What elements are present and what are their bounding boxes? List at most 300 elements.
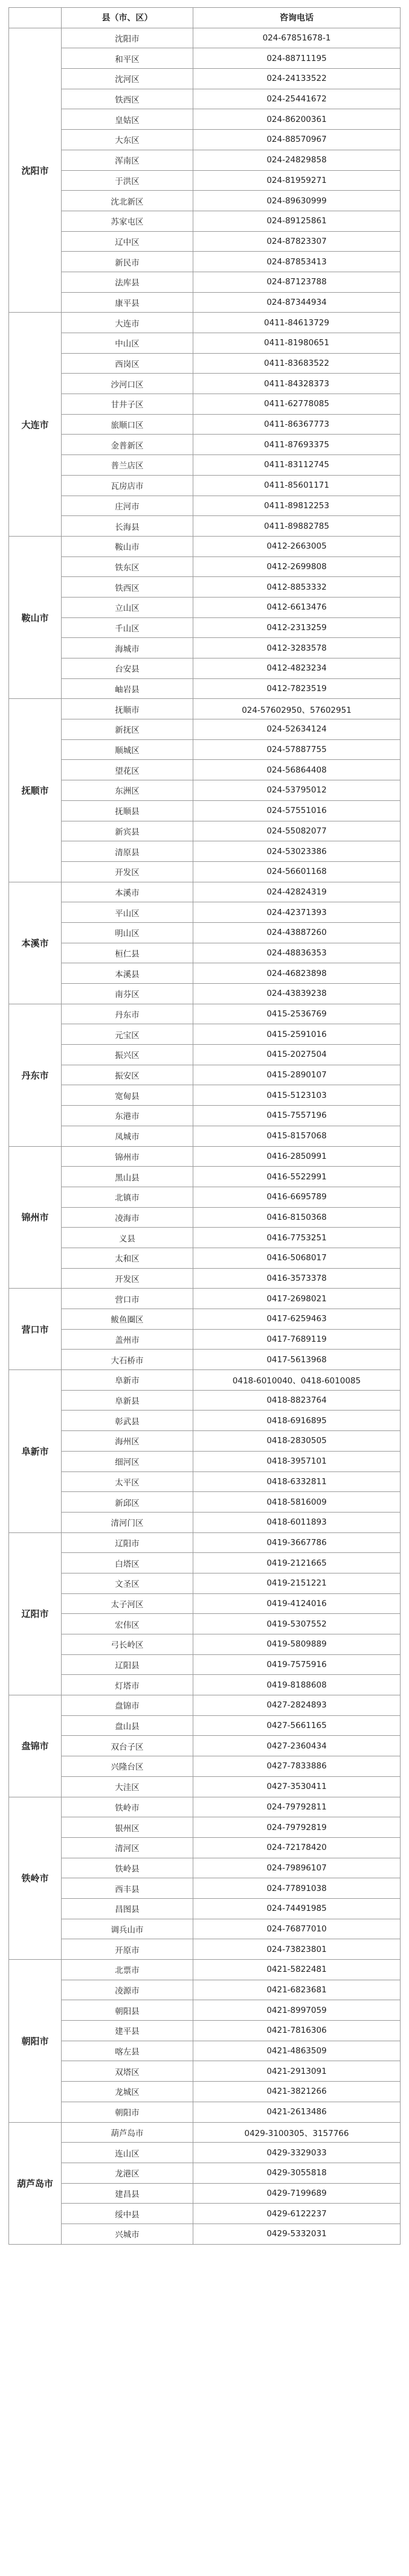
city-name: 丹东市 — [9, 1004, 62, 1146]
phone-number: 0415-2591016 — [193, 1024, 401, 1045]
city-name: 抚顺市 — [9, 699, 62, 882]
phone-number: 0418-6916895 — [193, 1411, 401, 1431]
table-row — [9, 963, 401, 984]
phone-number: 024-48836353 — [193, 943, 401, 963]
county-name: 立山区 — [62, 597, 193, 617]
phone-number: 0411-62778085 — [193, 394, 401, 415]
table-row — [9, 902, 401, 923]
county-name: 阜新市 — [62, 1370, 193, 1391]
county-name: 凌海市 — [62, 1207, 193, 1228]
county-name: 太和区 — [62, 1248, 193, 1268]
table-row — [9, 841, 401, 862]
county-name: 大石桥市 — [62, 1350, 193, 1370]
table-row — [9, 1431, 401, 1452]
table-row — [9, 1878, 401, 1899]
county-name: 大东区 — [62, 130, 193, 150]
county-name: 双台子区 — [62, 1736, 193, 1756]
county-name: 锦州市 — [62, 1146, 193, 1167]
phone-number: 0416-3573378 — [193, 1268, 401, 1289]
county-name: 振兴区 — [62, 1045, 193, 1065]
table-row — [9, 1593, 401, 1614]
phone-number: 024-56864408 — [193, 760, 401, 780]
phone-number: 0429-3100305、3157766 — [193, 2122, 401, 2143]
county-name: 太平区 — [62, 1471, 193, 1492]
county-name: 千山区 — [62, 617, 193, 638]
phone-number: 0411-84328373 — [193, 374, 401, 394]
table-row — [9, 2061, 401, 2082]
county-name: 龙城区 — [62, 2082, 193, 2102]
county-name: 东洲区 — [62, 780, 193, 801]
county-name: 甘井子区 — [62, 394, 193, 415]
table-row — [9, 2122, 401, 2143]
phone-number: 0421-7816306 — [193, 2021, 401, 2041]
phone-number: 024-89125861 — [193, 211, 401, 231]
table-row — [9, 374, 401, 394]
city-name: 锦州市 — [9, 1146, 62, 1289]
table-row — [9, 475, 401, 496]
phone-number: 0415-8157068 — [193, 1126, 401, 1146]
county-name: 绥中县 — [62, 2204, 193, 2224]
table-row — [9, 638, 401, 658]
phone-number: 024-73823801 — [193, 1939, 401, 1960]
phone-number: 024-86200361 — [193, 109, 401, 130]
table-row — [9, 1167, 401, 1187]
phone-number: 0417-2698021 — [193, 1289, 401, 1309]
county-name: 龙港区 — [62, 2163, 193, 2183]
phone-number: 024-42824319 — [193, 882, 401, 902]
phone-number: 0416-5522991 — [193, 1167, 401, 1187]
table-row — [9, 231, 401, 252]
table-row — [9, 1553, 401, 1573]
phone-number: 0417-6259463 — [193, 1309, 401, 1330]
phone-number: 0416-5068017 — [193, 1248, 401, 1268]
phone-number: 0427-7833886 — [193, 1756, 401, 1777]
phone-number: 024-87853413 — [193, 252, 401, 272]
county-name: 开原市 — [62, 1939, 193, 1960]
table-row — [9, 1736, 401, 1756]
phone-number: 024-56601168 — [193, 861, 401, 882]
table-row — [9, 353, 401, 374]
phone-number: 024-81959271 — [193, 170, 401, 191]
phone-number: 0421-8997059 — [193, 2000, 401, 2021]
county-name: 朝阳县 — [62, 2000, 193, 2021]
phone-number: 0416-7753251 — [193, 1228, 401, 1248]
phone-number: 0416-8150368 — [193, 1207, 401, 1228]
county-name: 沙河口区 — [62, 374, 193, 394]
county-name: 连山区 — [62, 2143, 193, 2163]
county-name: 铁岭县 — [62, 1858, 193, 1878]
table-row — [9, 1817, 401, 1838]
phone-number: 0412-2663005 — [193, 536, 401, 556]
county-name: 新邱区 — [62, 1492, 193, 1513]
county-name: 凤城市 — [62, 1126, 193, 1146]
table-row — [9, 1898, 401, 1919]
county-name: 新民市 — [62, 252, 193, 272]
county-name: 沈阳市 — [62, 28, 193, 48]
table-row — [9, 2041, 401, 2061]
phone-number: 0412-7823519 — [193, 678, 401, 699]
table-row — [9, 1960, 401, 1980]
table-row — [9, 2143, 401, 2163]
county-name: 振安区 — [62, 1065, 193, 1085]
phone-number: 0429-7199689 — [193, 2183, 401, 2204]
table-row — [9, 2000, 401, 2021]
table-row — [9, 333, 401, 354]
table-row — [9, 719, 401, 740]
phone-number: 024-87123788 — [193, 272, 401, 292]
phone-number: 024-88711195 — [193, 48, 401, 69]
header-city — [9, 8, 62, 28]
table-row — [9, 1187, 401, 1207]
county-name: 兴城市 — [62, 2224, 193, 2244]
phone-number: 0429-3329033 — [193, 2143, 401, 2163]
city-name: 鞍山市 — [9, 536, 62, 699]
table-row — [9, 1390, 401, 1411]
phone-number: 0416-6695789 — [193, 1187, 401, 1207]
county-name: 铁岭市 — [62, 1797, 193, 1817]
table-row — [9, 1756, 401, 1777]
header-row — [9, 8, 401, 28]
table-row — [9, 1065, 401, 1085]
city-name: 盘锦市 — [9, 1695, 62, 1797]
table-row — [9, 211, 401, 231]
county-name: 铁西区 — [62, 577, 193, 598]
county-name: 元宝区 — [62, 1024, 193, 1045]
phone-number: 024-74491985 — [193, 1898, 401, 1919]
county-name: 新宾县 — [62, 821, 193, 841]
table-row — [9, 1309, 401, 1330]
county-name: 法库县 — [62, 272, 193, 292]
phone-number: 0415-5123103 — [193, 1085, 401, 1106]
county-name: 宽甸县 — [62, 1085, 193, 1106]
phone-number: 0411-81980651 — [193, 333, 401, 354]
table-row — [9, 699, 401, 719]
table-row — [9, 1329, 401, 1350]
table-row — [9, 861, 401, 882]
table-row — [9, 48, 401, 69]
table-row — [9, 2163, 401, 2183]
phone-number: 024-57602950、57602951 — [193, 699, 401, 719]
phone-number: 0429-6122237 — [193, 2204, 401, 2224]
county-name: 太子河区 — [62, 1593, 193, 1614]
table-row — [9, 1532, 401, 1553]
county-name: 西丰县 — [62, 1878, 193, 1899]
city-name: 铁岭市 — [9, 1797, 62, 1960]
phone-number: 0411-83683522 — [193, 353, 401, 374]
county-name: 金普新区 — [62, 435, 193, 455]
table-row — [9, 435, 401, 455]
phone-number: 0427-2360434 — [193, 1736, 401, 1756]
phone-number: 0419-2121665 — [193, 1553, 401, 1573]
table-row — [9, 1228, 401, 1248]
table-row — [9, 1268, 401, 1289]
county-name: 海州区 — [62, 1431, 193, 1452]
phone-number: 0411-89812253 — [193, 496, 401, 516]
county-name: 盖州市 — [62, 1329, 193, 1350]
phone-number: 0429-3055818 — [193, 2163, 401, 2183]
table-row — [9, 1045, 401, 1065]
county-name: 文圣区 — [62, 1573, 193, 1593]
phone-number: 0411-84613729 — [193, 313, 401, 333]
table-row — [9, 1350, 401, 1370]
county-name: 沈河区 — [62, 69, 193, 89]
table-row — [9, 414, 401, 435]
phone-number: 0421-2913091 — [193, 2061, 401, 2082]
county-name: 顺城区 — [62, 739, 193, 760]
phone-number: 024-24829858 — [193, 150, 401, 170]
table-row — [9, 1654, 401, 1675]
table-row — [9, 28, 401, 48]
phone-number: 0419-3667786 — [193, 1532, 401, 1553]
county-name: 辽阳市 — [62, 1532, 193, 1553]
phone-number: 0419-7575916 — [193, 1654, 401, 1675]
table-row — [9, 760, 401, 780]
county-name: 浑南区 — [62, 150, 193, 170]
phone-number: 0412-3283578 — [193, 638, 401, 658]
county-name: 瓦房店市 — [62, 475, 193, 496]
county-name: 抚顺县 — [62, 800, 193, 821]
table-row — [9, 1939, 401, 1960]
phone-number: 024-87823307 — [193, 231, 401, 252]
county-name: 岫岩县 — [62, 678, 193, 699]
phone-number: 024-24133522 — [193, 69, 401, 89]
table-row — [9, 2183, 401, 2204]
county-name: 桓仁县 — [62, 943, 193, 963]
table-row — [9, 69, 401, 89]
table-row — [9, 1471, 401, 1492]
county-name: 北票市 — [62, 1960, 193, 1980]
phone-number: 0418-6010040、0418-6010085 — [193, 1370, 401, 1391]
phone-number: 0412-6613476 — [193, 597, 401, 617]
table-row — [9, 2224, 401, 2244]
phone-number: 0418-5816009 — [193, 1492, 401, 1513]
phone-number: 024-43887260 — [193, 922, 401, 943]
county-name: 苏家屯区 — [62, 211, 193, 231]
phone-number: 024-53023386 — [193, 841, 401, 862]
table-row — [9, 1776, 401, 1797]
table-row — [9, 1919, 401, 1939]
county-name: 明山区 — [62, 922, 193, 943]
county-name: 康平县 — [62, 292, 193, 313]
county-name: 铁西区 — [62, 89, 193, 109]
table-row — [9, 577, 401, 598]
county-name: 皇姑区 — [62, 109, 193, 130]
city-name: 葫芦岛市 — [9, 2122, 62, 2244]
phone-number: 024-52634124 — [193, 719, 401, 740]
phone-number: 0412-4823234 — [193, 658, 401, 679]
county-name: 双塔区 — [62, 2061, 193, 2082]
table-row — [9, 1797, 401, 1817]
phone-number: 0411-83112745 — [193, 455, 401, 476]
county-name: 银州区 — [62, 1817, 193, 1838]
city-name: 营口市 — [9, 1289, 62, 1370]
phone-number: 0421-3821266 — [193, 2082, 401, 2102]
county-name: 灯塔市 — [62, 1675, 193, 1695]
table-row — [9, 1024, 401, 1045]
table-row — [9, 496, 401, 516]
table-row — [9, 292, 401, 313]
table-row — [9, 272, 401, 292]
table-row — [9, 89, 401, 109]
county-name: 开发区 — [62, 861, 193, 882]
county-name: 海城市 — [62, 638, 193, 658]
phone-number: 024-89630999 — [193, 191, 401, 211]
phone-number: 024-72178420 — [193, 1837, 401, 1858]
phone-number: 0412-2313259 — [193, 617, 401, 638]
table-row — [9, 2204, 401, 2224]
phone-number: 0421-4863509 — [193, 2041, 401, 2061]
county-name: 辽中区 — [62, 231, 193, 252]
county-name: 鲅鱼圈区 — [62, 1309, 193, 1330]
phone-number: 024-79792811 — [193, 1797, 401, 1817]
table-row — [9, 2082, 401, 2102]
phone-number: 0417-7689119 — [193, 1329, 401, 1350]
phone-number: 024-76877010 — [193, 1919, 401, 1939]
county-name: 西岗区 — [62, 353, 193, 374]
header-county: 县（市、区） — [62, 8, 193, 28]
phone-number: 0415-2890107 — [193, 1065, 401, 1085]
table-row — [9, 455, 401, 476]
phone-number: 0419-8188608 — [193, 1675, 401, 1695]
county-name: 抚顺市 — [62, 699, 193, 719]
phone-number: 024-57551016 — [193, 800, 401, 821]
phone-number: 0418-6011893 — [193, 1512, 401, 1532]
phone-number: 024-88570967 — [193, 130, 401, 150]
county-name: 中山区 — [62, 333, 193, 354]
county-name: 庄河市 — [62, 496, 193, 516]
county-name: 普兰店区 — [62, 455, 193, 476]
phone-number: 024-87344934 — [193, 292, 401, 313]
county-name: 昌图县 — [62, 1898, 193, 1919]
county-name: 大连市 — [62, 313, 193, 333]
county-name: 盘山县 — [62, 1715, 193, 1736]
county-name: 宏伟区 — [62, 1614, 193, 1634]
county-name: 沈北新区 — [62, 191, 193, 211]
county-name: 长海县 — [62, 516, 193, 537]
consultation-phone-table — [8, 7, 401, 2245]
county-name: 辽阳县 — [62, 1654, 193, 1675]
table-row — [9, 943, 401, 963]
city-name: 辽阳市 — [9, 1532, 62, 1695]
table-row — [9, 130, 401, 150]
county-name: 细河区 — [62, 1451, 193, 1471]
table-row — [9, 252, 401, 272]
county-name: 北镇市 — [62, 1187, 193, 1207]
table-row — [9, 1512, 401, 1532]
county-name: 于洪区 — [62, 170, 193, 191]
table-row — [9, 1370, 401, 1391]
table-row — [9, 821, 401, 841]
phone-number: 024-53795012 — [193, 780, 401, 801]
phone-number: 0427-2824893 — [193, 1695, 401, 1716]
table-row — [9, 1248, 401, 1268]
phone-number: 0421-2613486 — [193, 2102, 401, 2122]
table-row — [9, 1451, 401, 1471]
county-name: 南芬区 — [62, 984, 193, 1004]
header-phone: 咨询电话 — [193, 8, 401, 28]
phone-number: 0415-2536769 — [193, 1004, 401, 1024]
county-name: 调兵山市 — [62, 1919, 193, 1939]
table-row — [9, 1004, 401, 1024]
phone-number: 0416-2850991 — [193, 1146, 401, 1167]
table-row — [9, 536, 401, 556]
table-row — [9, 109, 401, 130]
phone-number: 0411-85601171 — [193, 475, 401, 496]
county-name: 丹东市 — [62, 1004, 193, 1024]
phone-number: 0427-5661165 — [193, 1715, 401, 1736]
table-row — [9, 739, 401, 760]
city-name: 本溪市 — [9, 882, 62, 1004]
phone-number: 0418-3957101 — [193, 1451, 401, 1471]
table-row — [9, 1614, 401, 1634]
county-name: 本溪县 — [62, 963, 193, 984]
county-name: 阜新县 — [62, 1390, 193, 1411]
table-row — [9, 191, 401, 211]
county-name: 建昌县 — [62, 2183, 193, 2204]
county-name: 黑山县 — [62, 1167, 193, 1187]
table-row — [9, 1492, 401, 1513]
county-name: 朝阳市 — [62, 2102, 193, 2122]
county-name: 望花区 — [62, 760, 193, 780]
table-row — [9, 597, 401, 617]
table-row — [9, 1207, 401, 1228]
city-name: 朝阳市 — [9, 1960, 62, 2123]
table-row — [9, 1715, 401, 1736]
county-name: 兴隆台区 — [62, 1756, 193, 1777]
county-name: 铁东区 — [62, 556, 193, 577]
phone-number: 024-25441672 — [193, 89, 401, 109]
phone-number: 0419-2151221 — [193, 1573, 401, 1593]
phone-number: 0417-5613968 — [193, 1350, 401, 1370]
table-row — [9, 678, 401, 699]
phone-number: 0419-5809889 — [193, 1634, 401, 1655]
table-row — [9, 150, 401, 170]
county-name: 白塔区 — [62, 1553, 193, 1573]
phone-number: 0418-2830505 — [193, 1431, 401, 1452]
table-row — [9, 1675, 401, 1695]
table-row — [9, 780, 401, 801]
table-body — [9, 28, 401, 2244]
table-row — [9, 617, 401, 638]
county-name: 鞍山市 — [62, 536, 193, 556]
table-row — [9, 1289, 401, 1309]
table-row — [9, 1980, 401, 2000]
table-row — [9, 516, 401, 537]
county-name: 喀左县 — [62, 2041, 193, 2061]
phone-number: 0418-6332811 — [193, 1471, 401, 1492]
table-row — [9, 170, 401, 191]
table-row — [9, 882, 401, 902]
phone-number: 0419-5307552 — [193, 1614, 401, 1634]
city-name: 阜新市 — [9, 1370, 62, 1533]
county-name: 葫芦岛市 — [62, 2122, 193, 2143]
table-row — [9, 2102, 401, 2122]
county-name: 凌源市 — [62, 1980, 193, 2000]
county-name: 新抚区 — [62, 719, 193, 740]
phone-number: 0411-87693375 — [193, 435, 401, 455]
table-row — [9, 556, 401, 577]
county-name: 平山区 — [62, 902, 193, 923]
county-name: 东港市 — [62, 1106, 193, 1126]
phone-number: 0427-3530411 — [193, 1776, 401, 1797]
county-name: 台安县 — [62, 658, 193, 679]
phone-number: 024-57887755 — [193, 739, 401, 760]
phone-number: 024-77891038 — [193, 1878, 401, 1899]
phone-number: 0412-2699808 — [193, 556, 401, 577]
table-row — [9, 658, 401, 679]
county-name: 旅顺口区 — [62, 414, 193, 435]
phone-number: 0421-5822481 — [193, 1960, 401, 1980]
